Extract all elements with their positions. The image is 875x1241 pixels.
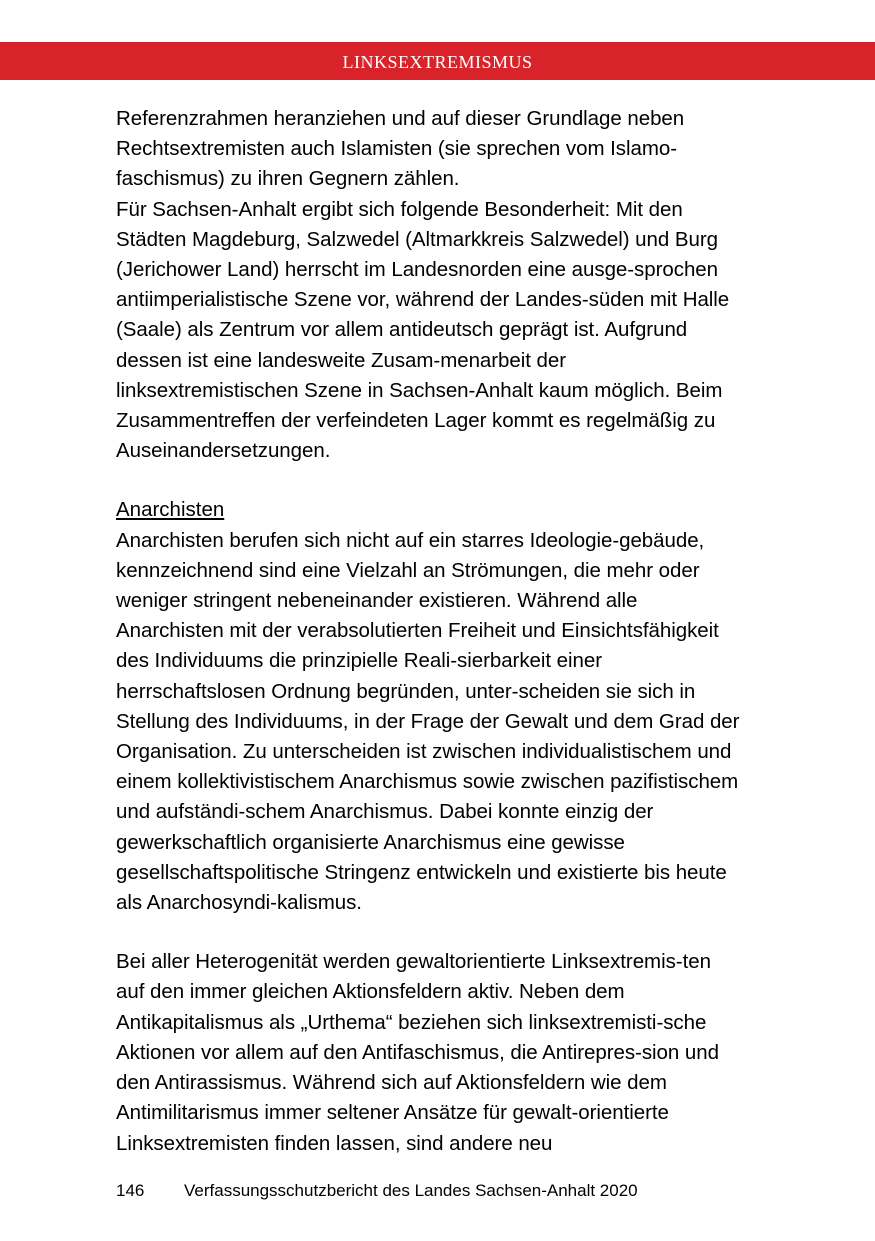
footer-text: Verfassungsschutzbericht des Landes Sachsen-Anhalt 2020 bbox=[184, 1181, 638, 1200]
subheading-container bbox=[116, 495, 744, 525]
body-paragraph-1: Referenzrahmen heranziehen und auf dieser Grundlage neben Rechtsextremisten auch Islamisten (sie sprechen vom Islamo-faschismus) zu ihren Gegnern zählen. bbox=[116, 107, 685, 191]
subheading-anarchisten: Anarchisten bbox=[116, 498, 225, 522]
page-body bbox=[116, 104, 744, 1159]
paragraph-spacer-2 bbox=[116, 918, 744, 947]
body-paragraph-2: Für Sachsen-Anhalt ergibt sich folgende Besonderheit: Mit den Städten Magdeburg, Salzwedel (Altmarkkreis Salzwedel) und Burg (Jerichower Land) herrscht im Landesnorden eine ausge-sprochen antiimperialistische Szene vor, während der Landes-süden mit Halle (Saale) als Zentrum vor allem antideutsch geprägt ist. Aufgrund dessen ist eine landesweite Zusam-menarbeit der linksextremistischen Szene in Sachsen-Anhalt kaum möglich. Beim Zusammentreffen der verfeindeten Lager kommt es regelmäßig zu Auseinandersetzungen. bbox=[116, 197, 730, 463]
paragraph-spacer bbox=[116, 466, 744, 495]
page-header-title: linksextremismus bbox=[342, 47, 533, 74]
body-paragraph-4: Bei aller Heterogenität werden gewaltorientierte Linksextremis-ten auf den immer gleichen Aktionsfeldern aktiv. Neben dem Antikapitalismus als „Urthema“ beziehen sich linksextremisti-sche Aktionen vor allem auf den Antifaschismus, die Antirepres-sion und den Antirassismus. Während sich auf Aktionsfeldern wie dem Antimilitarismus immer seltener Ansätze für gewalt-orientierte Linksextremisten finden lassen, sind andere neu bbox=[116, 950, 719, 1155]
footer-page-number: 146 bbox=[116, 1181, 145, 1200]
page-footer bbox=[116, 1180, 816, 1202]
body-paragraph-3: Anarchisten berufen sich nicht auf ein starres Ideologie-gebäude, kennzeichnend sind eine Vielzahl an Strömungen, die mehr oder weniger stringent nebeneinander existieren. Während alle Anarchisten mit der verabsolutierten Freiheit und Einsichtsfähigkeit des Individuums die prinzipielle Reali-sierbarkeit einer herrschaftslosen Ordnung begründen, unter-scheiden sie sich in Stellung des Individuums, in der Frage der Gewalt und dem Grad der Organisation. Zu unterscheiden ist zwischen individualistischem und einem kollektivistischem Anarchismus sowie zwischen pazifistischem und aufständi-schem Anarchismus. Dabei konnte einzig der gewerkschaftlich organisierte Anarchismus eine gewisse gesellschaftspolitische Stringenz entwickeln und existierte bis heute als Anarchosyndi-kalismus. bbox=[116, 528, 740, 915]
page-header-band bbox=[0, 42, 875, 80]
